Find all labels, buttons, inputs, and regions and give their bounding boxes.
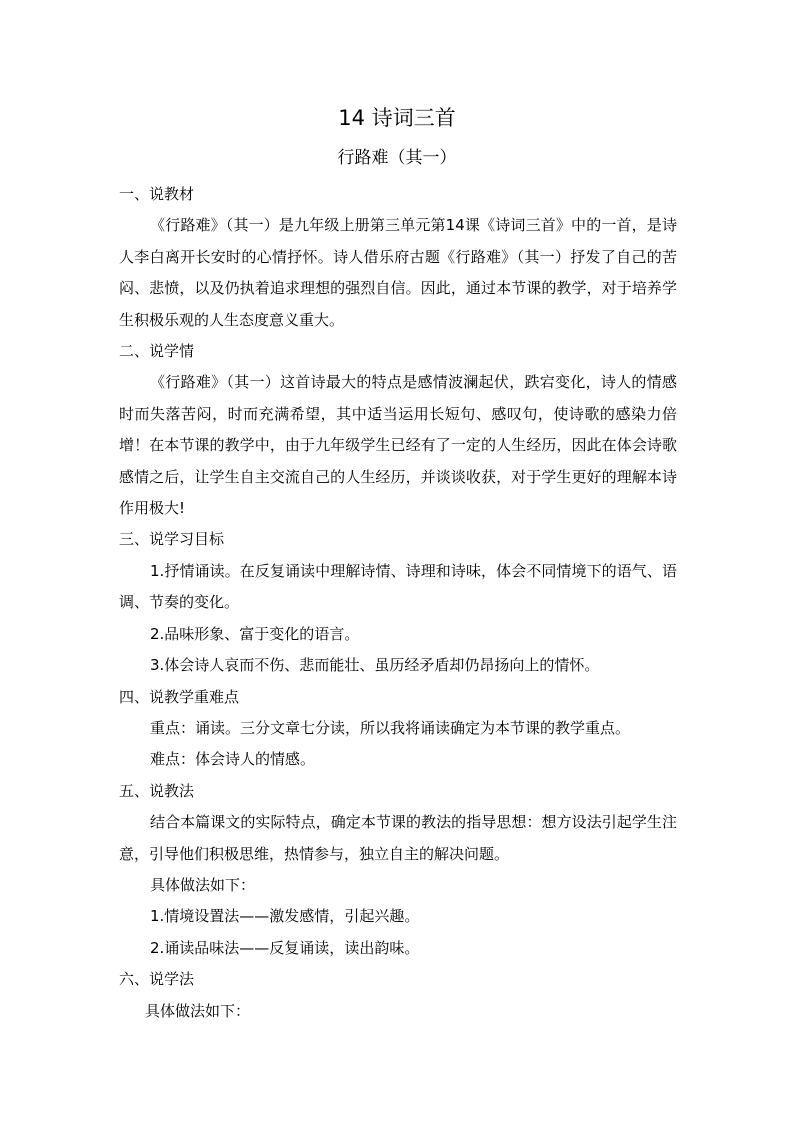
document-title: 14 诗词三首 <box>338 106 456 130</box>
section-heading-objectives: 三、说学习目标 <box>119 530 225 549</box>
section-paragraph-textbook: 《行路难》（其一）是九年级上册第三单元第14课《诗词三首》中的一首，是诗人李白离开长安时的心情抒怀。诗人借乐府古题《行路难》（其一）抒发了自己的苦闷、悲愤，以及仍执着追求理想的强烈自信。因此，通过本节课的教学，对于培养学生积极乐观的人生态度意义重大。 <box>119 216 677 329</box>
section-paragraph-students: 《行路难》（其一）这首诗最大的特点是感情波澜起伏，跌宕变化，诗人的情感时而失落苦闷，时而充满希望，其中适当运用长短句、感叹句，使诗歌的感染力倍增！在本节课的教学中，由于九年级学生已经有了一定的人生经历，因此在体会诗歌感情之后，让学生自主交流自己的人生经历，并谈谈收获，对于学生更好的理解本诗作用极大! <box>119 373 677 518</box>
document-body <box>119 179 677 1027</box>
section-heading-teaching-methods: 五、说教法 <box>119 781 195 800</box>
teaching-methods-intro: 具体做法如下： <box>150 875 256 894</box>
teaching-method-item: 1.情境设置法——激发感情，引起兴趣。 <box>150 907 420 926</box>
section-heading-textbook: 一、说教材 <box>119 185 195 203</box>
section-heading-students: 二、说学情 <box>119 342 195 361</box>
objective-item: 3.体会诗人哀而不伤、悲而能壮、虽历经矛盾却仍昂扬向上的情怀。 <box>150 656 600 675</box>
section-heading-key-points: 四、说教学重难点 <box>119 687 240 706</box>
key-point-item: 难点：体会诗人的情感。 <box>150 750 316 769</box>
objective-item: 1.抒情诵读。在反复诵读中理解诗情、诗理和诗味，体会不同情境下的语气、语调、节奏的变化。 <box>119 561 677 612</box>
document-subtitle: 行路难（其一） <box>337 148 457 168</box>
section-paragraph-teaching-methods: 结合本篇课文的实际特点，确定本节课的教法的指导思想：想方设法引起学生注意，引导他们积极思维，热情参与，独立自主的解决问题。 <box>119 813 677 863</box>
objective-item: 2.品味形象、富于变化的语言。 <box>150 624 360 643</box>
key-point-item: 重点：诵读。三分文章七分读，所以我将诵读确定为本节课的教学重点。 <box>150 718 631 737</box>
learning-methods-intro: 具体做法如下： <box>145 1001 251 1020</box>
teaching-method-item: 2.诵读品味法——反复诵读，读出韵味。 <box>150 938 420 957</box>
section-heading-learning-methods: 六、说学法 <box>119 970 195 989</box>
